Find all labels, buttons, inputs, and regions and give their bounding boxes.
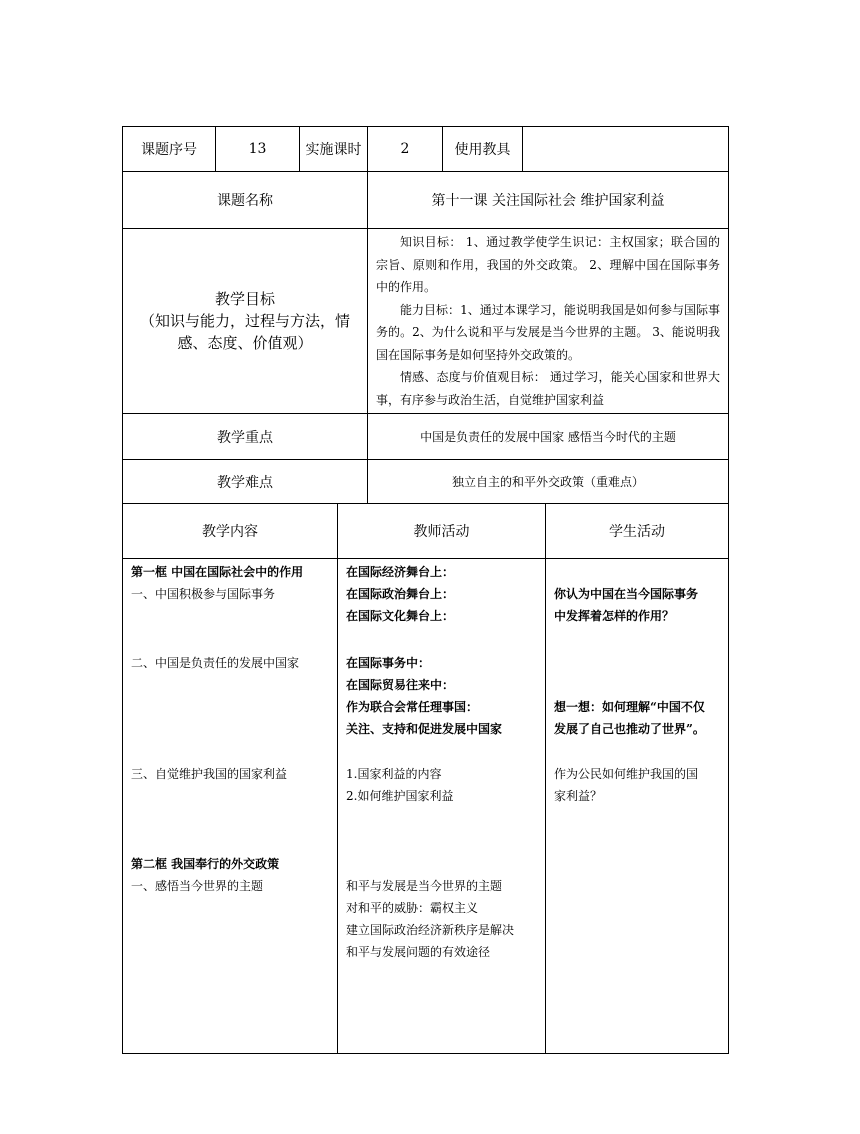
- goals-label-cell: [123, 229, 368, 414]
- lesson-no-value: 13: [216, 127, 300, 172]
- teacher-item: 在国际经济舞台上：: [346, 565, 455, 579]
- student-item: 你认为中国在当今国际事务: [554, 587, 699, 601]
- teacher-column: [338, 559, 546, 1054]
- goals-sublabel: （知识与能力，过程与方法，情感、态度、价值观）: [139, 312, 350, 352]
- key-point-row: [123, 414, 729, 460]
- teacher-column-header: 教师活动: [338, 504, 546, 559]
- header-row: [123, 127, 729, 172]
- ability-goal: 能力目标：1、通过本课学习，能说明我国是如何参与国际事务的。2、为什么说和平与发展是当今世界的主题。 3、能说明我国在国际事务是如何坚持外交政策的。: [376, 302, 720, 362]
- student-item: 想一想：如何理解“中国不仅: [554, 700, 705, 714]
- content-item: 一、感悟当今世界的主题: [131, 879, 264, 893]
- teacher-item: 1.国家利益的内容: [346, 767, 442, 781]
- teacher-item: 在国际贸易往来中：: [346, 678, 455, 692]
- teacher-item: 对和平的威胁：霸权主义: [346, 901, 479, 915]
- content-column: [123, 559, 338, 1054]
- title-row: [123, 172, 729, 229]
- teacher-item: 建立国际政治经济新秩序是解决: [346, 923, 515, 937]
- difficulty-label: 教学难点: [123, 460, 368, 504]
- activity-header-row: [123, 504, 729, 559]
- tools-value: [523, 127, 729, 172]
- content-column-header: 教学内容: [123, 504, 338, 559]
- content-item: 二、中国是负责任的发展中国家: [131, 656, 300, 670]
- teacher-item: 在国际政治舞台上：: [346, 587, 455, 601]
- title-label: 课题名称: [123, 172, 368, 229]
- activity-table: [122, 503, 729, 1054]
- hours-label: 实施课时: [300, 127, 368, 172]
- teacher-item: 2.如何维护国家利益: [346, 789, 454, 803]
- activity-body-row: [123, 559, 729, 1054]
- student-item: 发展了自己也推动了世界”。: [554, 722, 705, 736]
- key-point-value: 中国是负责任的发展中国家 感悟当今时代的主题: [368, 414, 729, 460]
- student-column: [546, 559, 729, 1054]
- teacher-item: 在国际文化舞台上：: [346, 609, 455, 623]
- section-two-title: 第二框 我国奉行的外交政策: [131, 857, 280, 871]
- knowledge-goal: 知识目标： 1、通过教学使学生识记：主权国家；联合国的宗旨、原则和作用，我国的外交政策。 2、理解中国在国际事务中的作用。: [376, 235, 720, 294]
- student-item: 中发挥着怎样的作用？: [554, 609, 675, 623]
- student-column-header: 学生活动: [546, 504, 729, 559]
- difficulty-row: [123, 460, 729, 504]
- tools-label: 使用教具: [443, 127, 523, 172]
- lesson-info-table: [122, 126, 729, 504]
- lesson-no-label: 课题序号: [123, 127, 216, 172]
- teacher-item: 关注、支持和促进发展中国家: [346, 722, 503, 736]
- teacher-item: 在国际事务中：: [346, 656, 431, 670]
- emotion-goal: 情感、态度与价值观目标： 通过学习，能关心国家和世界大事，有序参与政治生活，自觉维护国家利益: [376, 370, 720, 407]
- student-item: 作为公民如何维护我国的国: [554, 767, 699, 781]
- section-one-title: 第一框 中国在国际社会中的作用: [131, 565, 304, 579]
- key-point-label: 教学重点: [123, 414, 368, 460]
- content-item: 一、中国积极参与国际事务: [131, 587, 276, 601]
- content-item: 三、自觉维护我国的国家利益: [131, 767, 288, 781]
- title-value: 第十一课 关注国际社会 维护国家利益: [368, 172, 729, 229]
- goals-label: 教学目标: [214, 290, 275, 308]
- teacher-item: 和平与发展问题的有效途径: [346, 945, 491, 959]
- lesson-plan-sheet: [122, 126, 728, 1054]
- hours-value: 2: [368, 127, 443, 172]
- difficulty-value: 独立自主的和平外交政策（重难点）: [368, 460, 729, 504]
- goals-row: [123, 229, 729, 414]
- goals-content: [368, 229, 729, 414]
- teacher-item: 作为联合会常任理事国：: [346, 700, 479, 714]
- teacher-item: 和平与发展是当今世界的主题: [346, 879, 503, 893]
- student-item: 家利益？: [554, 789, 603, 803]
